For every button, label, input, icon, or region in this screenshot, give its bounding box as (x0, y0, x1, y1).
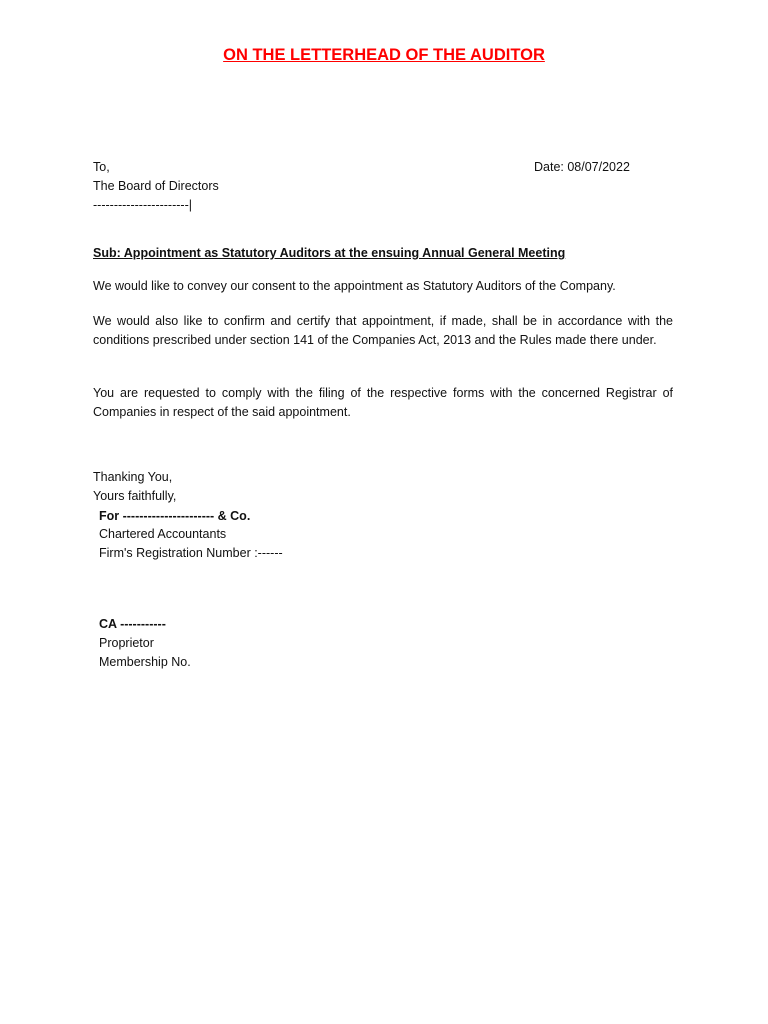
subject-line: Sub: Appointment as Statutory Auditors at the ensuing Annual General Meeting (93, 246, 566, 260)
firm-type: Chartered Accountants (99, 527, 227, 541)
firm-line: For ---------------------- & Co. (99, 509, 251, 523)
signatory-name: CA ----------- (99, 617, 166, 631)
letterhead-title: ON THE LETTERHEAD OF THE AUDITOR (223, 46, 545, 64)
address-placeholder: -----------------------| (93, 198, 192, 212)
letter-date: Date: 08/07/2022 (534, 160, 630, 174)
body-paragraph-3: You are requested to comply with the filing of the respective forms with the concerned Registrar of Companies in respect of the said appointment. (93, 386, 673, 419)
address-recipient: The Board of Directors (93, 179, 219, 193)
body-paragraph-2: We would also like to confirm and certify that appointment, if made, shall be in accordance with the conditions prescribed under section 141 of the Companies Act, 2013 and the Rules made there under. (93, 314, 673, 347)
address-to: To, (93, 160, 110, 174)
signatory-membership: Membership No. (99, 655, 191, 669)
body-paragraph-1: We would like to convey our consent to the appointment as Statutory Auditors of the Company. (93, 279, 616, 293)
closing-thanks: Thanking You, (93, 470, 173, 484)
signatory-designation: Proprietor (99, 636, 154, 650)
firm-registration: Firm's Registration Number :------ (99, 546, 283, 560)
closing-yours: Yours faithfully, (93, 489, 177, 503)
